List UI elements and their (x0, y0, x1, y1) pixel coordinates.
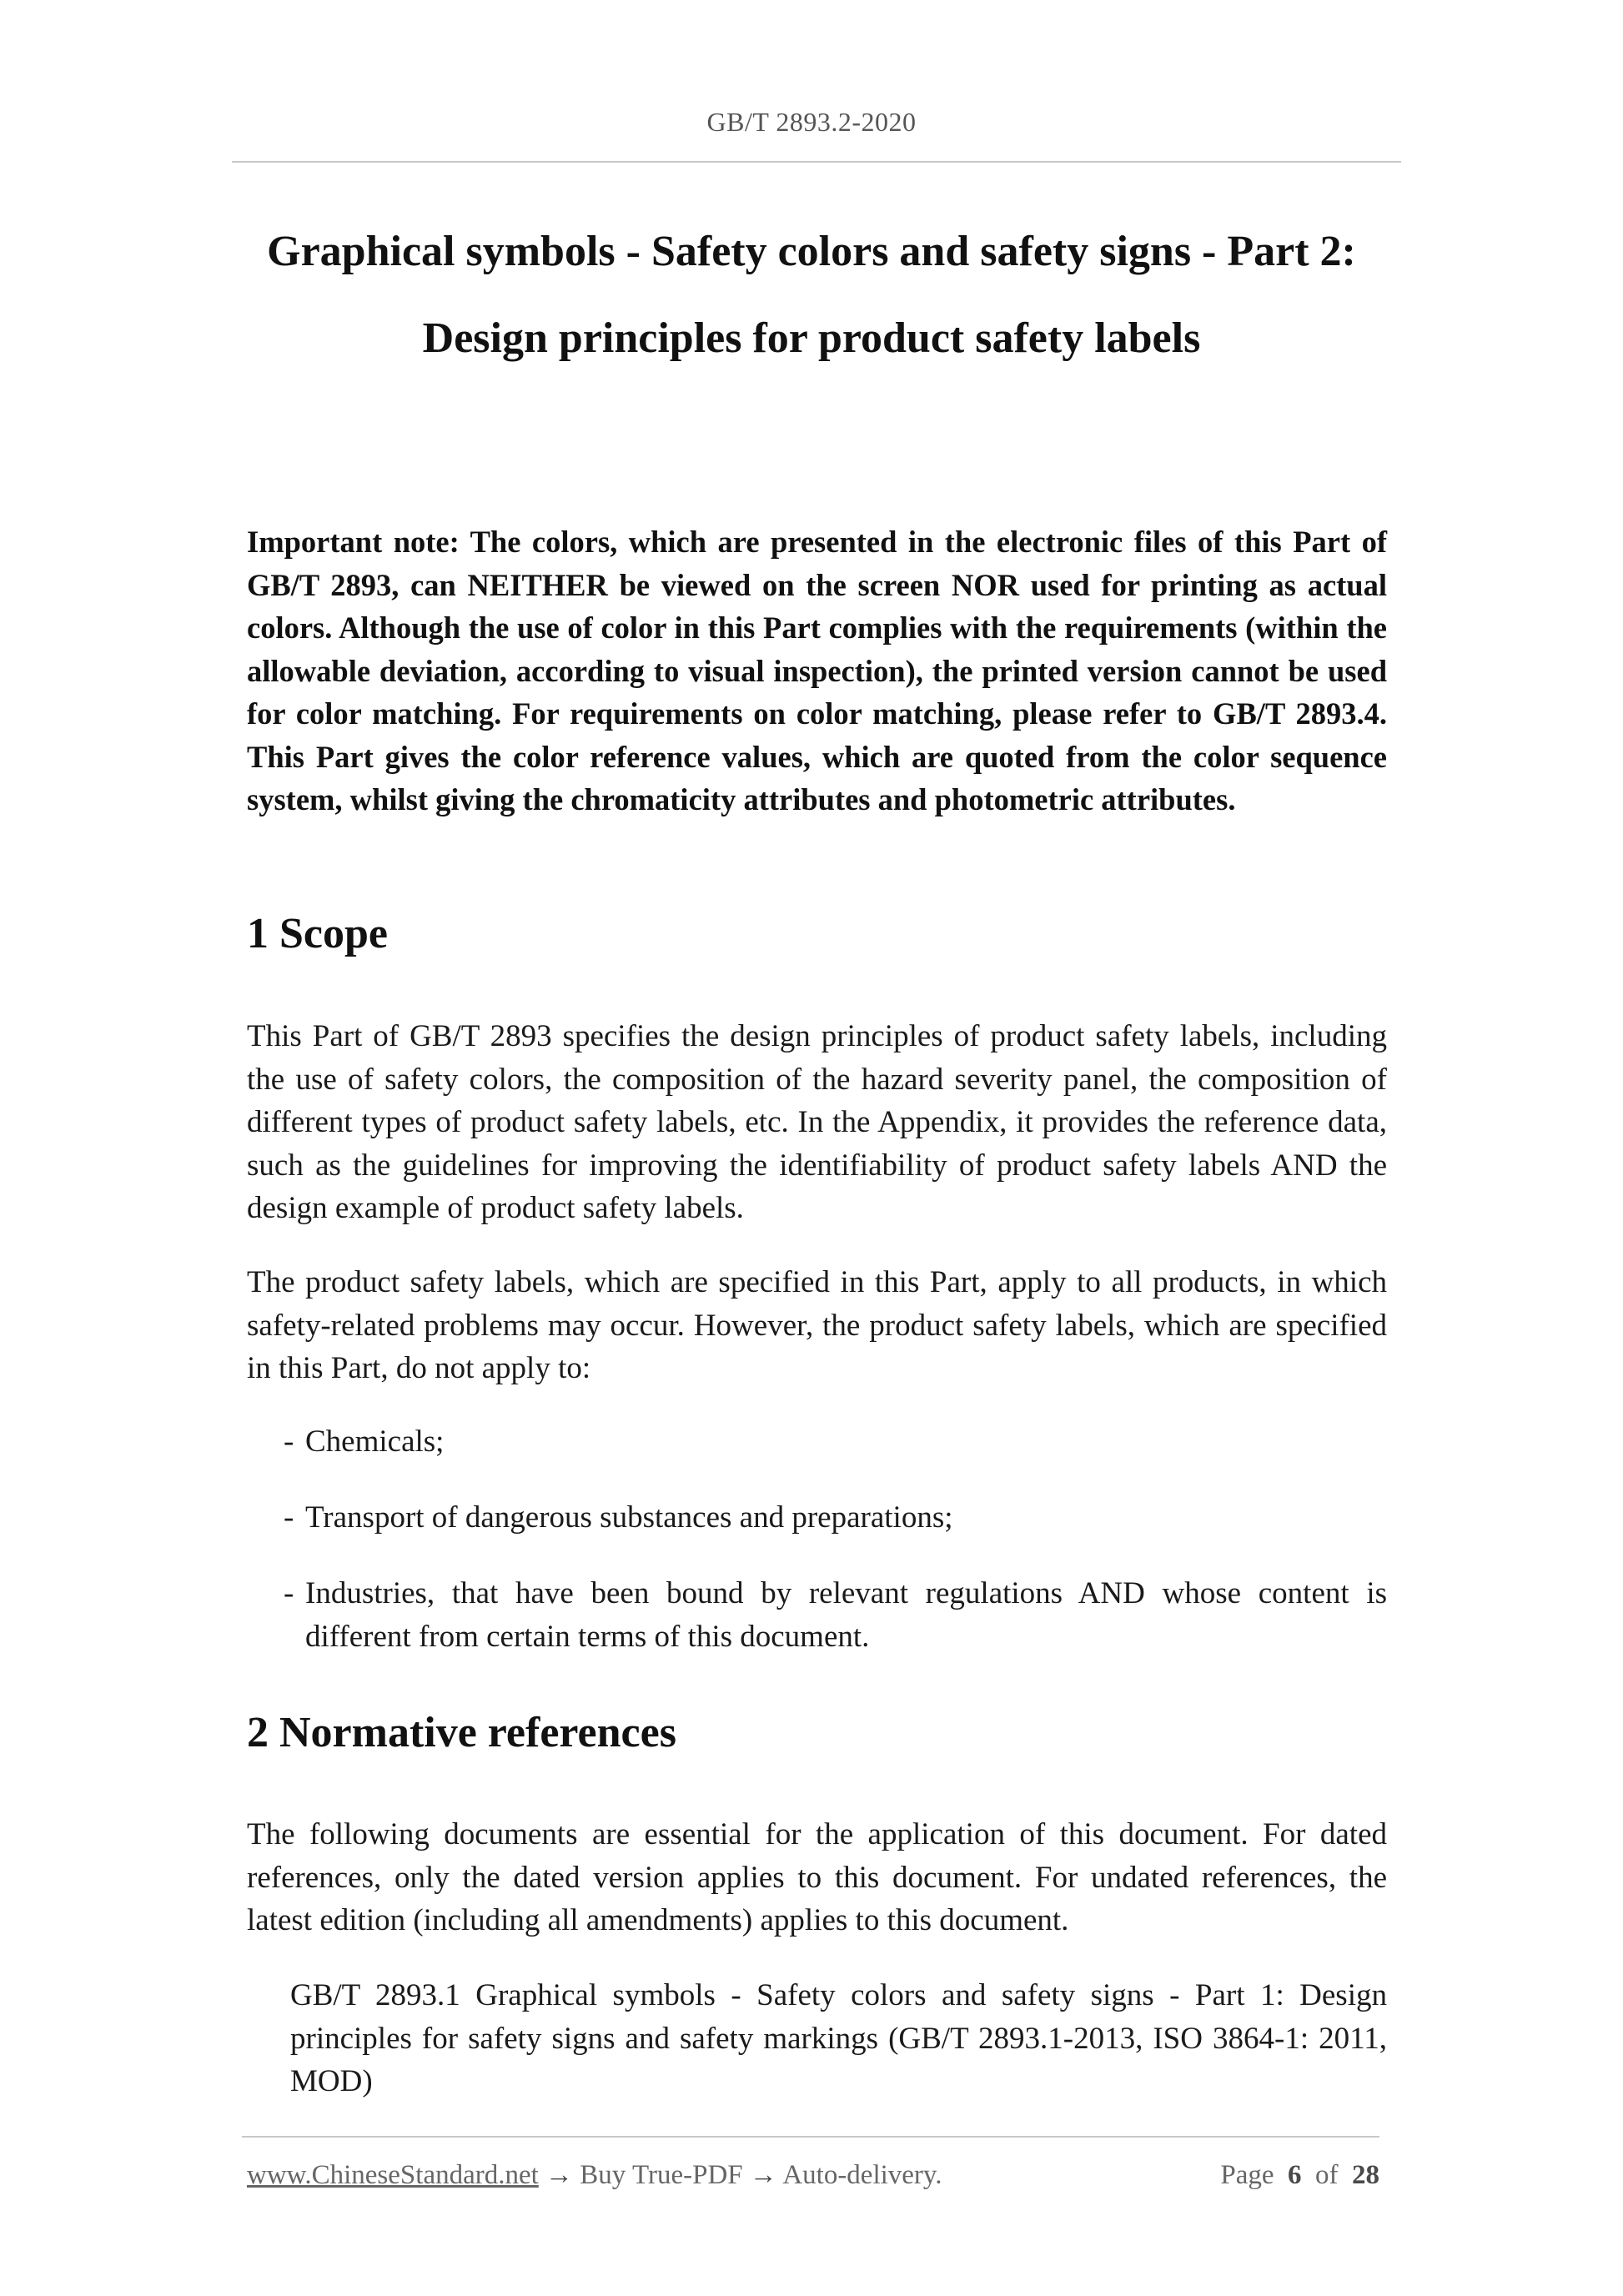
list-item-text: Industries, that have been bound by relevant regulations AND whose content is different from certain terms of this document. (305, 1576, 1387, 1654)
scope-paragraph-2: The product safety labels, which are specified in this Part, apply to all products, in which safety-related problems may occur. However, the product safety labels, which are specified in this Part, do not apply to: (247, 1265, 1387, 1385)
page-footer (247, 2160, 1379, 2191)
list-item (284, 1420, 1387, 1464)
list-item (284, 1572, 1387, 1658)
page-current-number: 6 (1288, 2160, 1302, 2190)
buy-true-pdf-text: Buy True-PDF (580, 2160, 743, 2190)
list-item-text: Transport of dangerous substances and preparations; (305, 1500, 953, 1535)
website-link[interactable]: www.ChineseStandard.net (247, 2160, 539, 2190)
normative-paragraph-1: The following documents are essential for the application of this document. For dated references, only the dated version applies to this document. For undated references, the latest edition (including all amendments) applies to this document. (247, 1817, 1387, 1937)
header-divider (232, 161, 1401, 163)
arrow-right-icon: → (749, 2160, 777, 2190)
important-note: Important note: The colors, which are presented in the electronic files of this Part of GB/T 2893, can NEITHER be viewed on the screen NOR used for printing as actual colors. Although the use of color in this Part complies with the requirements (within the allowable deviation, according to visual inspection), the printed version cannot be used for color matching. For requirements on color matching, please refer to GB/T 2893.4. This Part gives the color reference values, which are quoted from the color sequence system, whilst giving the chromaticity attributes and photometric attributes. (247, 525, 1387, 816)
normative-reference-item: GB/T 2893.1 Graphical symbols - Safety colors and safety signs - Part 1: Design principles for safety signs and safety markings (GB/T 2893.1-2013, ISO 3864-1: 2011, MOD) (290, 1978, 1387, 2098)
section-heading-scope: 1 Scope (247, 910, 388, 957)
section-heading-normative-references: 2 Normative references (247, 1709, 676, 1756)
auto-delivery-text: Auto-delivery. (782, 2160, 942, 2190)
arrow-right-icon: → (545, 2160, 574, 2190)
page-of-label: of (1315, 2160, 1339, 2190)
list-bullet: - (284, 1576, 294, 1610)
document-title-line-2: Design principles for product safety labels (422, 314, 1201, 362)
page-total-number: 28 (1352, 2160, 1379, 2190)
list-bullet: - (284, 1500, 294, 1535)
footer-divider (242, 2136, 1379, 2138)
list-item-text: Chemicals; (305, 1424, 445, 1459)
document-title (167, 208, 1456, 382)
document-title-line-1: Graphical symbols - Safety colors and safety signs - Part 2: (267, 228, 1356, 275)
page-label: Page (1220, 2160, 1274, 2190)
scope-paragraph-1: This Part of GB/T 2893 specifies the design principles of product safety labels, including the use of safety colors, the composition of the hazard severity panel, the composition of different types of product safety labels, etc. In the Appendix, it provides the reference data, such as the guidelines for improving the identifiability of product safety labels AND the design example of product safety labels. (247, 1019, 1387, 1225)
list-item (284, 1496, 1387, 1540)
page-indicator (1220, 2160, 1379, 2191)
list-bullet: - (284, 1424, 294, 1459)
running-header-doc-number: GB/T 2893.2-2020 (706, 107, 917, 137)
